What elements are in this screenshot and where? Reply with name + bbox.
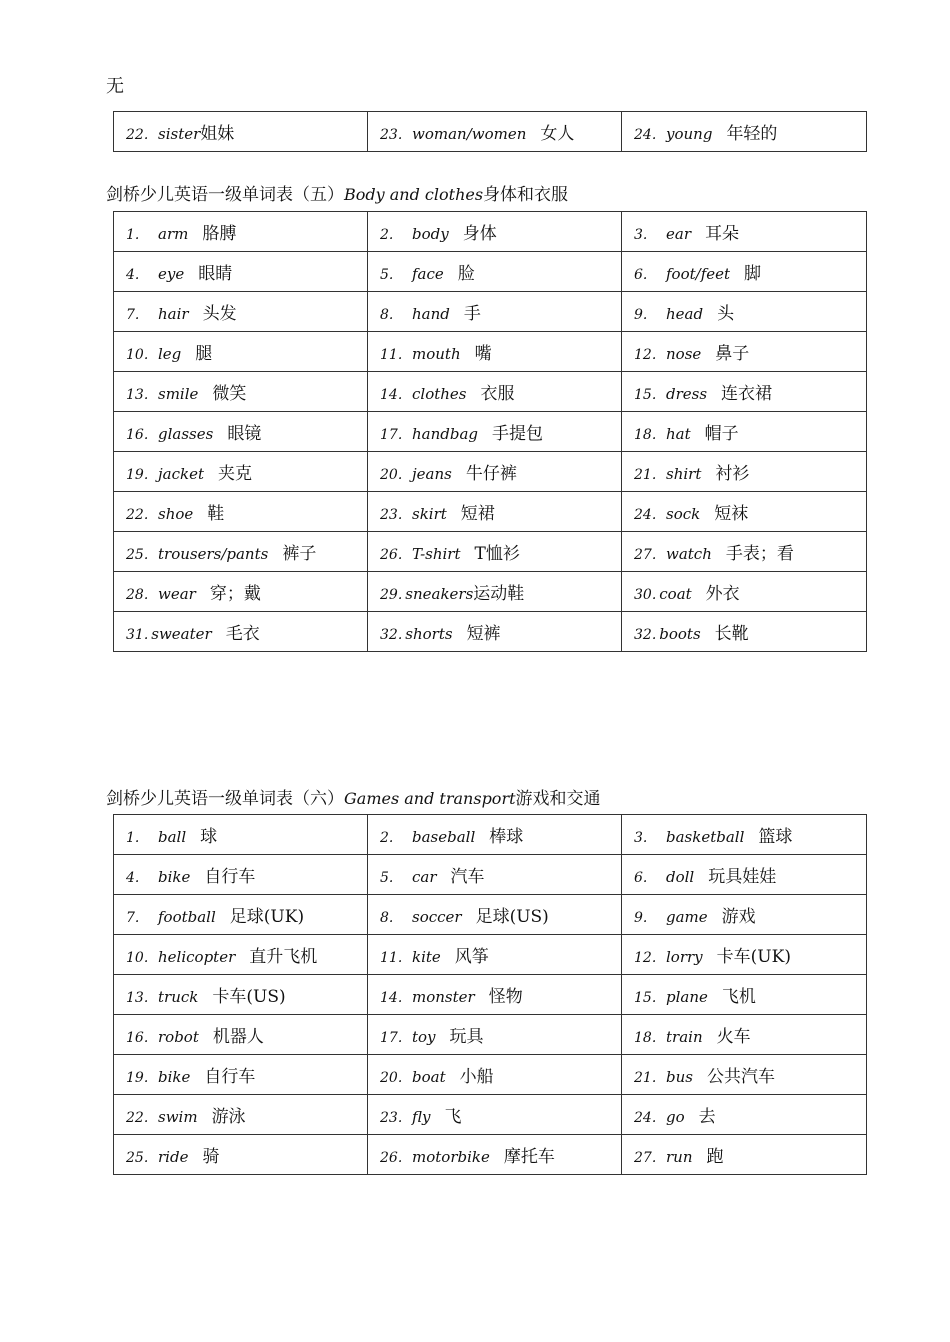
entry-number: 27. — [634, 1150, 657, 1166]
table-row — [114, 935, 867, 975]
vocab-cell — [368, 252, 622, 292]
table-row — [114, 1095, 867, 1135]
vocab-cell — [622, 412, 867, 452]
entry-meaning: 篮球 — [758, 827, 793, 847]
entry-number: 27. — [634, 547, 657, 563]
entry-number: 17. — [380, 1030, 403, 1046]
entry-word: run — [666, 1148, 693, 1166]
entry-word: shorts — [405, 625, 453, 643]
entry-word: nose — [666, 345, 702, 363]
entry-word: soccer — [412, 908, 462, 926]
entry-number: 25. — [126, 1150, 149, 1166]
heading-cn-suffix: 游戏和交通 — [515, 789, 601, 809]
entry-number: 21. — [634, 467, 657, 483]
entry-meaning: 汽车 — [450, 867, 485, 887]
vocab-cell — [622, 212, 867, 252]
entry-meaning: 棒球 — [489, 827, 524, 847]
vocab-cell — [622, 935, 867, 975]
entry-word: hand — [412, 305, 450, 323]
vocab-cell — [368, 1055, 622, 1095]
entry-word: train — [666, 1028, 703, 1046]
entry-word: skirt — [412, 505, 447, 523]
vocab-cell — [622, 112, 867, 152]
vocab-cell — [114, 855, 368, 895]
entry-number: 14. — [380, 990, 403, 1006]
entry-number: 10. — [126, 950, 149, 966]
entry-number: 13. — [126, 387, 149, 403]
vocab-cell — [368, 1135, 622, 1175]
entry-word: shoe — [158, 505, 194, 523]
table-row — [114, 572, 867, 612]
entry-meaning: 长靴 — [714, 624, 749, 644]
entry-meaning: 微笑 — [212, 384, 247, 404]
entry-word: go — [666, 1108, 685, 1126]
vocab-cell — [114, 452, 368, 492]
entry-word: sock — [666, 505, 701, 523]
entry-word: doll — [666, 868, 695, 886]
entry-number: 16. — [126, 427, 149, 443]
entry-number: 3. — [634, 830, 648, 846]
table-row — [114, 1055, 867, 1095]
vocab-cell — [622, 1015, 867, 1055]
entry-word: truck — [158, 988, 199, 1006]
vocab-cell — [114, 895, 368, 935]
entry-word: ball — [158, 828, 187, 846]
vocab-cell — [114, 1095, 368, 1135]
vocab-cell — [114, 532, 368, 572]
section-heading-body-and-clothes — [106, 184, 568, 206]
vocab-cell — [114, 935, 368, 975]
entry-number: 23. — [380, 507, 403, 523]
vocab-cell — [368, 1015, 622, 1055]
table-row — [114, 412, 867, 452]
table-row — [114, 332, 867, 372]
entry-word: helicopter — [158, 948, 236, 966]
entry-word: ride — [158, 1148, 189, 1166]
entry-meaning: 自行车 — [204, 867, 256, 887]
vocab-cell — [114, 492, 368, 532]
entry-meaning: 牛仔裤 — [465, 464, 517, 484]
entry-word: sweater — [151, 625, 212, 643]
vocab-cell — [368, 612, 622, 652]
entry-meaning: 身体 — [462, 224, 497, 244]
entry-word: handbag — [412, 425, 479, 443]
entry-word: monster — [412, 988, 475, 1006]
entry-number: 12. — [634, 347, 657, 363]
entry-meaning: 女人 — [540, 124, 575, 144]
entry-word: boots — [659, 625, 701, 643]
entry-word: jacket — [158, 465, 204, 483]
entry-number: 6. — [634, 267, 648, 283]
vocab-cell — [114, 292, 368, 332]
vocab-cell — [368, 1095, 622, 1135]
entry-number: 19. — [126, 467, 149, 483]
entry-meaning: 飞机 — [721, 987, 756, 1007]
entry-number: 4. — [126, 870, 140, 886]
entry-meaning: 骑 — [202, 1147, 220, 1167]
vocab-cell — [114, 1135, 368, 1175]
heading-en: Games and transport — [344, 789, 516, 808]
entry-word: car — [412, 868, 437, 886]
entry-number: 1. — [126, 830, 140, 846]
entry-number: 7. — [126, 910, 140, 926]
vocab-cell — [368, 212, 622, 252]
entry-meaning: 胳膊 — [202, 224, 237, 244]
entry-meaning: 头发 — [202, 304, 237, 324]
vocab-cell — [622, 1055, 867, 1095]
entry-word: smile — [158, 385, 199, 403]
heading-cn-prefix: 剑桥少儿英语一级单词表（五） — [106, 185, 344, 205]
vocab-cell — [622, 815, 867, 855]
vocab-table-continued — [113, 111, 867, 152]
entry-meaning: 摩托车 — [503, 1147, 555, 1167]
entry-word: watch — [666, 545, 712, 563]
vocab-cell — [368, 895, 622, 935]
entry-meaning: 夹克 — [218, 464, 252, 484]
entry-word: head — [666, 305, 704, 323]
entry-meaning: 毛衣 — [225, 624, 260, 644]
entry-word: swim — [158, 1108, 198, 1126]
entry-number: 9. — [634, 307, 648, 323]
entry-number: 2. — [380, 830, 394, 846]
vocab-cell — [622, 292, 867, 332]
vocab-cell — [622, 855, 867, 895]
entry-number: 11. — [380, 347, 403, 363]
table-row — [114, 532, 867, 572]
entry-meaning: 耳朵 — [705, 224, 739, 244]
entry-meaning: 外衣 — [705, 584, 740, 604]
entry-meaning: 鞋 — [207, 504, 225, 524]
vocab-cell — [622, 492, 867, 532]
entry-number: 23. — [380, 127, 403, 143]
entry-meaning: 短袜 — [714, 504, 749, 524]
table-row — [114, 252, 867, 292]
entry-meaning: 脸 — [457, 264, 475, 284]
vocab-cell — [368, 532, 622, 572]
table-row — [114, 492, 867, 532]
entry-word: motorbike — [412, 1148, 490, 1166]
entry-number: 22. — [126, 127, 149, 143]
vocab-cell — [114, 332, 368, 372]
entry-number: 13. — [126, 990, 149, 1006]
vocab-cell — [114, 372, 368, 412]
entry-word: trousers/pants — [158, 545, 269, 563]
entry-meaning: 手 — [463, 304, 481, 324]
entry-meaning: 自行车 — [204, 1067, 256, 1087]
entry-number: 15. — [634, 990, 657, 1006]
entry-number: 25. — [126, 547, 149, 563]
vocab-cell — [114, 1055, 368, 1095]
entry-meaning: 机器人 — [212, 1027, 264, 1047]
entry-meaning: 短裙 — [460, 504, 495, 524]
entry-word: coat — [659, 585, 692, 603]
entry-word: basketball — [666, 828, 745, 846]
vocab-cell — [368, 492, 622, 532]
table-row — [114, 212, 867, 252]
entry-meaning: 跑 — [706, 1147, 724, 1167]
entry-number: 24. — [634, 507, 657, 523]
top-note: 无 — [106, 76, 124, 97]
entry-word: bus — [666, 1068, 693, 1086]
entry-word: ear — [666, 225, 691, 243]
entry-word: mouth — [412, 345, 461, 363]
entry-word: wear — [158, 585, 196, 603]
entry-number: 24. — [634, 1110, 657, 1126]
vocab-cell — [368, 935, 622, 975]
vocab-cell — [622, 1135, 867, 1175]
entry-meaning: 脚 — [744, 264, 762, 284]
entry-word: foot/feet — [666, 265, 731, 283]
entry-number: 7. — [126, 307, 140, 323]
entry-word: lorry — [666, 948, 703, 966]
entry-number: 9. — [634, 910, 648, 926]
vocab-cell — [368, 332, 622, 372]
entry-meaning: 公共汽车 — [706, 1067, 775, 1087]
vocab-cell — [368, 815, 622, 855]
vocab-cell — [114, 612, 368, 652]
entry-number: 8. — [380, 910, 394, 926]
entry-number: 19. — [126, 1070, 149, 1086]
entry-number: 20. — [380, 467, 403, 483]
entry-meaning: 连衣裙 — [721, 384, 773, 404]
vocab-cell — [368, 452, 622, 492]
vocab-cell — [368, 112, 622, 152]
entry-number: 6. — [634, 870, 648, 886]
entry-meaning: 衬衫 — [715, 464, 750, 484]
vocab-cell — [114, 975, 368, 1015]
vocab-cell — [622, 252, 867, 292]
entry-number: 30. — [634, 587, 657, 603]
heading-cn-prefix: 剑桥少儿英语一级单词表（六） — [106, 789, 344, 809]
entry-number: 1. — [126, 227, 140, 243]
entry-word: boat — [412, 1068, 446, 1086]
table-row — [114, 292, 867, 332]
vocab-cell — [114, 252, 368, 292]
entry-word: toy — [412, 1028, 436, 1046]
entry-word: body — [412, 225, 449, 243]
vocab-cell — [368, 292, 622, 332]
entry-meaning: 运动鞋 — [473, 584, 525, 604]
entry-meaning: 姐妹 — [200, 124, 235, 144]
entry-number: 22. — [126, 507, 149, 523]
entry-meaning: 裤子 — [282, 544, 317, 564]
entry-word: young — [666, 125, 713, 143]
table-row — [114, 1015, 867, 1055]
entry-number: 29. — [380, 587, 403, 603]
entry-meaning: 年轻的 — [726, 124, 778, 144]
entry-word: game — [666, 908, 708, 926]
entry-number: 17. — [380, 427, 403, 443]
entry-number: 18. — [634, 427, 657, 443]
table-row — [114, 855, 867, 895]
vocab-cell — [114, 572, 368, 612]
entry-meaning: 腿 — [195, 344, 213, 364]
entry-meaning: 怪物 — [488, 987, 523, 1007]
heading-cn-suffix: 身体和衣服 — [483, 185, 569, 205]
entry-word: football — [158, 908, 216, 926]
entry-meaning: 卡车(UK) — [716, 947, 791, 967]
vocab-cell — [622, 332, 867, 372]
entry-word: leg — [158, 345, 182, 363]
entry-number: 26. — [380, 547, 403, 563]
vocab-cell — [368, 372, 622, 412]
vocab-cell — [114, 412, 368, 452]
entry-meaning: 风筝 — [454, 947, 489, 967]
vocab-cell — [114, 212, 368, 252]
table-row — [114, 975, 867, 1015]
entry-meaning: 玩具 — [449, 1027, 484, 1047]
entry-meaning: 手表；看 — [725, 544, 794, 564]
entry-number: 8. — [380, 307, 394, 323]
vocab-cell — [368, 412, 622, 452]
entry-meaning: 游戏 — [721, 907, 756, 927]
entry-meaning: 直升飞机 — [249, 947, 318, 967]
entry-number: 10. — [126, 347, 149, 363]
entry-word: baseball — [412, 828, 476, 846]
vocab-cell — [114, 112, 368, 152]
entry-word: sneakers — [405, 585, 474, 603]
entry-number: 32. — [634, 627, 657, 643]
table-row — [114, 112, 867, 152]
entry-number: 5. — [380, 267, 394, 283]
vocab-cell — [622, 532, 867, 572]
entry-number: 5. — [380, 870, 394, 886]
entry-number: 21. — [634, 1070, 657, 1086]
entry-number: 12. — [634, 950, 657, 966]
entry-word: clothes — [412, 385, 467, 403]
entry-meaning: 眼镜 — [227, 424, 262, 444]
vocab-cell — [368, 855, 622, 895]
vocab-cell — [622, 1095, 867, 1135]
entry-word: kite — [412, 948, 441, 966]
entry-word: bike — [158, 1068, 191, 1086]
entry-word: eye — [158, 265, 185, 283]
entry-meaning: 短裤 — [466, 624, 501, 644]
table-row — [114, 895, 867, 935]
entry-number: 4. — [126, 267, 140, 283]
entry-number: 23. — [380, 1110, 403, 1126]
entry-word: dress — [666, 385, 708, 403]
entry-meaning: 衣服 — [480, 384, 515, 404]
vocab-cell — [114, 815, 368, 855]
entry-word: glasses — [158, 425, 214, 443]
entry-meaning: 球 — [200, 827, 218, 847]
entry-word: hair — [158, 305, 189, 323]
entry-meaning: 火车 — [716, 1027, 751, 1047]
entry-meaning: 飞 — [444, 1107, 462, 1127]
entry-meaning: 头 — [717, 304, 735, 324]
entry-word: T-shirt — [412, 545, 461, 563]
entry-number: 2. — [380, 227, 394, 243]
table-row — [114, 815, 867, 855]
vocab-cell — [622, 895, 867, 935]
entry-meaning: 眼睛 — [198, 264, 233, 284]
vocab-cell — [368, 572, 622, 612]
vocab-table-games-and-transport — [113, 814, 867, 1175]
entry-number: 20. — [380, 1070, 403, 1086]
entry-number: 32. — [380, 627, 403, 643]
entry-meaning: 足球(UK) — [229, 907, 305, 927]
entry-meaning: 穿；戴 — [209, 584, 261, 604]
vocab-table-body-and-clothes — [113, 211, 867, 652]
vocab-cell — [622, 452, 867, 492]
entry-word: face — [412, 265, 444, 283]
entry-word: fly — [412, 1108, 431, 1126]
table-row — [114, 452, 867, 492]
table-row — [114, 372, 867, 412]
table-row — [114, 1135, 867, 1175]
entry-meaning: 小船 — [459, 1067, 494, 1087]
vocab-cell — [114, 1015, 368, 1055]
entry-number: 18. — [634, 1030, 657, 1046]
vocab-cell — [622, 975, 867, 1015]
vocab-cell — [622, 612, 867, 652]
entry-number: 24. — [634, 127, 657, 143]
entry-word: woman/women — [412, 125, 527, 143]
entry-meaning: 游泳 — [211, 1107, 246, 1127]
entry-word: jeans — [412, 465, 452, 483]
entry-meaning: 手提包 — [492, 424, 544, 444]
entry-word: arm — [158, 225, 189, 243]
entry-meaning: 玩具娃娃 — [708, 867, 777, 887]
section-heading-games-and-transport — [106, 788, 601, 810]
heading-en: Body and clothes — [344, 185, 484, 204]
entry-number: 3. — [634, 227, 648, 243]
entry-meaning: 嘴 — [474, 344, 492, 364]
entry-meaning: T恤衫 — [474, 544, 520, 564]
entry-word: robot — [158, 1028, 199, 1046]
entry-word: sister — [158, 125, 201, 143]
entry-number: 11. — [380, 950, 403, 966]
entry-word: shirt — [666, 465, 702, 483]
entry-number: 16. — [126, 1030, 149, 1046]
table-row — [114, 612, 867, 652]
entry-word: bike — [158, 868, 191, 886]
entry-meaning: 足球(US) — [475, 907, 549, 927]
entry-number: 28. — [126, 587, 149, 603]
entry-word: hat — [666, 425, 691, 443]
entry-word: plane — [666, 988, 708, 1006]
entry-number: 15. — [634, 387, 657, 403]
entry-meaning: 卡车(US) — [212, 987, 286, 1007]
entry-number: 31. — [126, 627, 149, 643]
vocab-cell — [368, 975, 622, 1015]
vocab-cell — [622, 372, 867, 412]
entry-number: 22. — [126, 1110, 149, 1126]
entry-meaning: 去 — [698, 1107, 716, 1127]
entry-number: 26. — [380, 1150, 403, 1166]
entry-meaning: 帽子 — [704, 424, 739, 444]
vocab-cell — [622, 572, 867, 612]
entry-meaning: 鼻子 — [715, 344, 750, 364]
entry-number: 14. — [380, 387, 403, 403]
